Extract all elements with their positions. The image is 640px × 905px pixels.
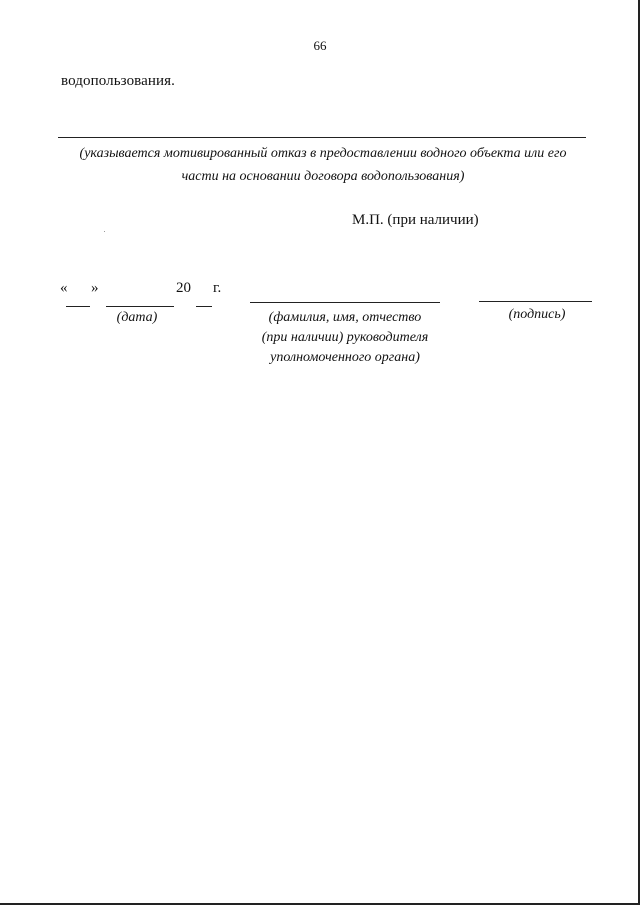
seal-label: М.П. (при наличии)	[352, 212, 479, 228]
date-year-suffix: г.	[213, 280, 222, 296]
date-caption: (дата)	[116, 310, 158, 325]
continuation-text: водопользования.	[61, 73, 176, 89]
signature-line	[479, 301, 592, 302]
scan-speck	[104, 231, 105, 232]
refusal-caption-line2: части на основании договора водопользования)	[181, 169, 465, 184]
name-caption-line1: (фамилия, имя, отчество	[268, 310, 422, 325]
refusal-reason-line	[58, 137, 586, 138]
name-caption	[238, 308, 452, 368]
signature-caption: (подпись)	[508, 307, 566, 322]
name-line	[250, 302, 440, 303]
year-line	[196, 306, 212, 307]
page-number: 66	[313, 38, 327, 53]
day-line	[66, 306, 90, 307]
month-line	[106, 306, 174, 307]
name-caption-line3: уполномоченного органа)	[270, 350, 420, 365]
date-quote-close: »	[91, 280, 99, 296]
refusal-reason-caption	[58, 142, 588, 188]
date-quote-open: «	[60, 280, 68, 296]
refusal-caption-line1: (указывается мотивированный отказ в предоставлении водного объекта или его	[79, 146, 567, 161]
date-year-prefix: 20	[176, 280, 191, 296]
name-caption-line2: (при наличии) руководителя	[261, 330, 429, 345]
